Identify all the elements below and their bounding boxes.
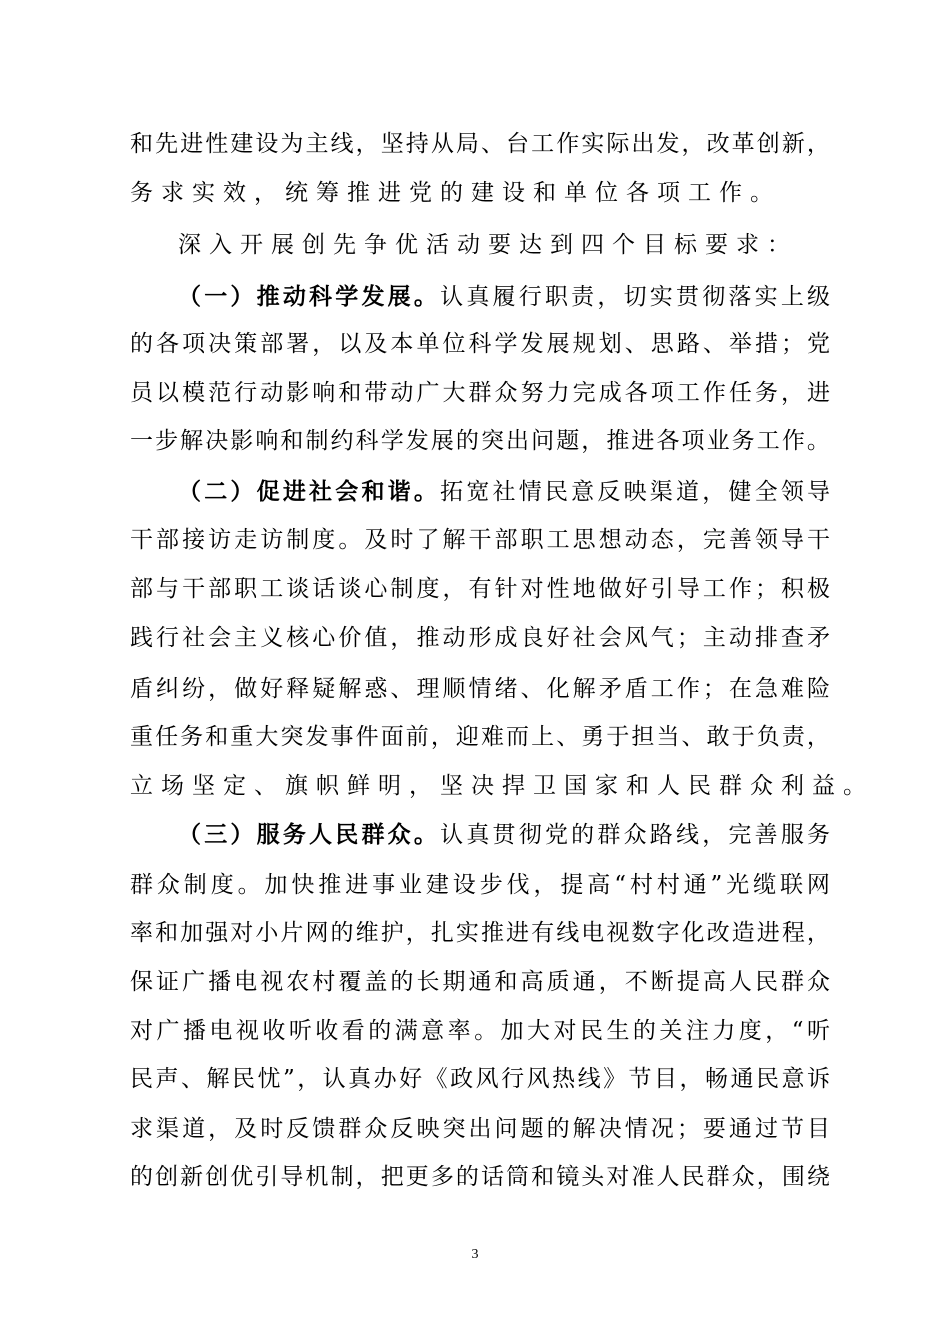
body-line: [130, 327, 834, 361]
body-line: [130, 916, 830, 950]
section-2-first-line: [178, 475, 834, 509]
body-line: [130, 572, 834, 606]
line-text: 保证广播电视农村覆盖的长期通和高质通，不断提高人民群众: [130, 969, 834, 995]
line-text: 干部接访走访制度。及时了解干部职工思想动态，完善领导干: [130, 527, 834, 553]
body-line: [130, 127, 830, 161]
body-line: [130, 1062, 833, 1096]
section-1-first-line: [178, 280, 834, 314]
section-heading: （二）促进社会和谐。: [178, 478, 441, 505]
line-text: 践行社会主义核心价值，推动形成良好社会风气；主动排查矛: [130, 625, 834, 651]
line-text: 深入开展创先争优活动要达到四个目标要求：: [178, 232, 798, 258]
body-line: [130, 523, 834, 557]
section-heading: （三）服务人民群众。: [178, 821, 441, 848]
body-line: [130, 621, 834, 655]
line-text: 重任务和重大突发事件面前，迎难而上、勇于担当、敢于负责，: [130, 724, 832, 750]
body-line: [130, 1112, 834, 1146]
body-line: [130, 1160, 830, 1194]
line-text: 率和加强对小片网的维护，扎实推进有线电视数字化改造进程，: [130, 920, 832, 946]
body-line: [130, 1014, 834, 1048]
line-text: 对广播电视收听收看的满意率。加大对民生的关注力度，“听: [130, 1018, 834, 1044]
body-line: [130, 868, 834, 902]
section-heading: （一）推动科学发展。: [178, 283, 441, 310]
line-text: 一步解决影响和制约科学发展的突出问题，推进各项业务工作。: [130, 428, 832, 454]
line-text: 立场坚定、旗帜鲜明，坚决捍卫国家和人民群众利益。: [130, 773, 874, 799]
line-text: 的创新创优引导机制，把更多的话筒和镜头对准人民群众，围绕: [130, 1164, 832, 1190]
line-text: 的各项决策部署，以及本单位科学发展规划、思路、举措；党: [130, 331, 834, 357]
body-line: [130, 720, 830, 754]
line-text: 民声、解民忧”，认真办好《政风行风热线》节目，畅通民意诉: [130, 1066, 833, 1092]
line-text: 认真履行职责，切实贯彻落实上级: [440, 284, 834, 310]
paragraph-intro-line: [178, 228, 830, 262]
body-line: [130, 769, 874, 803]
line-text: 和先进性建设为主线，坚持从局、台工作实际出发，改革创新，: [130, 131, 832, 157]
body-line: [130, 176, 830, 210]
line-text: 盾纠纷，做好释疑解惑、理顺情绪、化解矛盾工作；在急难险: [130, 676, 834, 702]
body-line: [130, 965, 834, 999]
line-text: 拓宽社情民意反映渠道，健全领导: [440, 479, 834, 505]
page-number: 3: [471, 1247, 479, 1262]
line-text: 员以模范行动影响和带动广大群众努力完成各项工作任务，进: [130, 380, 834, 406]
line-text: 群众制度。加快推进事业建设步伐，提高“村村通”光缆联网: [130, 872, 834, 898]
line-text: 务求实效，统筹推进党的建设和单位各项工作。: [130, 180, 781, 206]
line-text: 部与干部职工谈话谈心制度，有针对性地做好引导工作；积极: [130, 576, 834, 602]
section-3-first-line: [178, 818, 834, 852]
line-text: 认真贯彻党的群众路线，完善服务: [440, 822, 834, 848]
body-line: [130, 424, 830, 458]
body-line: [130, 376, 834, 410]
line-text: 求渠道，及时反馈群众反映突出问题的解决情况；要通过节目: [130, 1116, 834, 1142]
body-line: [130, 672, 834, 706]
